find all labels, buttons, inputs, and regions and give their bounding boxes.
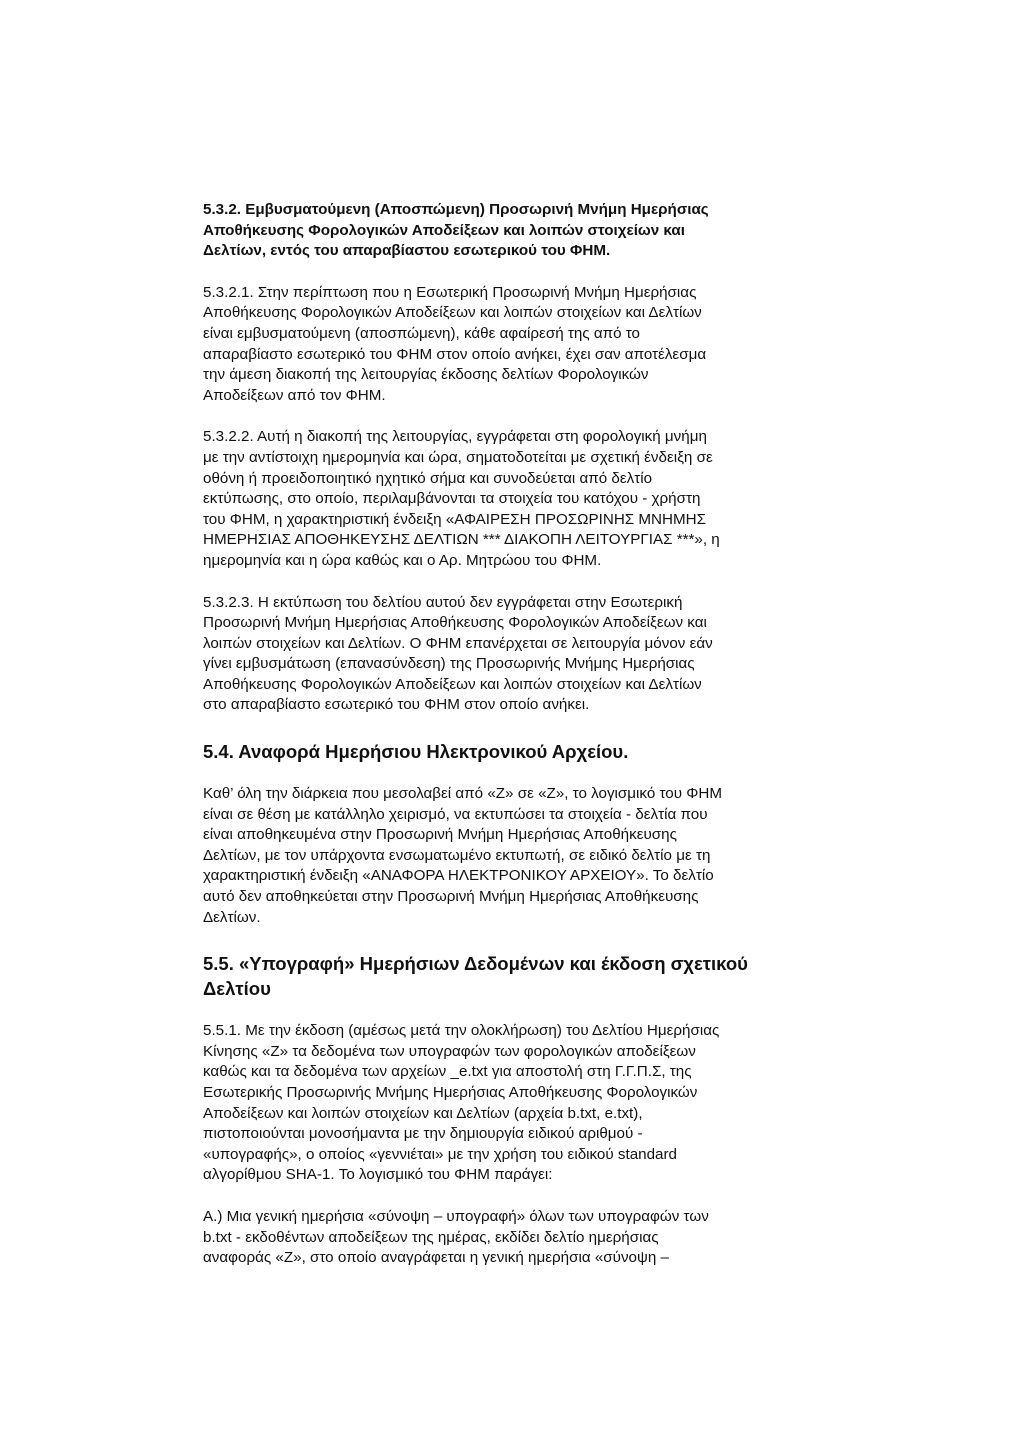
paragraph-5-3-2-3: 5.3.2.3. Η εκτύπωση του δελτίου αυτού δεν εγγράφεται στην Εσωτερική Προσωρινή Μνήμη Ημερήσιας Αποθήκευσης Φορολογικών Αποδείξεων και λοιπών στοιχείων και Δελτίων. Ο ΦΗΜ επανέρχεται σε λειτουργία μόνον εάν γίνει εμβυσμάτωση (επανασύνδεση) της Προσωρινής Μνήμης Ημερήσιας Αποθήκευσης Φορολογικών Αποδείξεων και λοιπών στοιχείων και Δελτίων στο απαραβίαστο εσωτερικό του ΦΗΜ στον οποίο ανήκει. bbox=[203, 593, 713, 714]
paragraph-5-4: Καθ’ όλη την διάρκεια που μεσολαβεί από «Ζ» σε «Ζ», το λογισμικό του ΦΗΜ είναι σε θέση με κατάλληλο χειρισμό, να εκτυπώσει τα στοιχεία - δελτία που είναι αποθηκευμένα στην Προσωρινή Μνήμη Ημερήσιας Αποθήκευσης Δελτίων, με τον υπάρχοντα ενσωματωμένο εκτυπωτή, σε ειδικό δελτίο με τη χαρακτηριστική ένδειξη «ΑΝΑΦΟΡΑ ΗΛΕΚΤΡΟΝΙΚΟΥ ΑΡΧΕΙΟΥ». Το δελτίο αυτό δεν αποθηκεύεται στην Προσωρινή Μνήμη Ημερήσιας Αποθήκευσης Δελτίων. bbox=[203, 785, 722, 926]
spacer bbox=[203, 716, 787, 739]
spacer bbox=[203, 1186, 787, 1207]
section-5-3-2-heading: 5.3.2. Εμβυσματούμενη (Αποσπώμενη) Προσωρινή Μνήμη Ημερήσιας Αποθήκευσης Φορολογικών Αποδείξεων και λοιπών στοιχείων και Δελτίων, εντός του απαραβίαστου εσωτερικού του ΦΗΜ. bbox=[203, 201, 709, 260]
spacer bbox=[203, 406, 787, 427]
paragraph-5-5-a: Α.) Μια γενική ημερήσια «σύνοψη – υπογραφή» όλων των υπογραφών των b.txt - εκδοθέντων αποδείξεων της ημέρας, εκδίδει δελτίο ημερήσιας αναφοράς «Ζ», στο οποίο αναγράφεται η γενική ημερήσια «σύνοψη – bbox=[203, 1207, 709, 1267]
document-page bbox=[203, 200, 787, 1269]
spacer bbox=[203, 764, 787, 784]
spacer bbox=[203, 1001, 787, 1021]
section-5-5-heading: 5.5. «Υπογραφή» Ημερήσιων Δεδομένων και έκδοση σχετικού Δελτίου bbox=[203, 953, 748, 1000]
paragraph-5-5-1: 5.5.1. Με την έκδοση (αμέσως μετά την ολοκλήρωση) του Δελτίου Ημερήσιας Κίνησης «Ζ» τα δεδομένα των υπογραφών των φορολογικών αποδείξεων καθώς και τα δεδομένα των αρχείων _e.txt για αποστολή στη Γ.Γ.Π.Σ, της Εσωτερικής Προσωρινής Μνήμης Ημερήσιας Αποθήκευσης Φορολογικών Αποδείξεων και λοιπών στοιχείων και Δελτίων (αρχεία b.txt, e.txt), πιστοποιούνται μονοσήμαντα με την δημιουργία ειδικού αριθμού - «υπογραφής», ο οποίος «γεννιέται» με την χρήση του ειδικού standard αλγορίθμου SHA-1. Το λογισμικό του ΦΗΜ παράγει: bbox=[203, 1022, 720, 1184]
paragraph-5-3-2-1: 5.3.2.1. Στην περίπτωση που η Εσωτερική Προσωρινή Μνήμη Ημερήσιας Αποθήκευσης Φορολογικών Αποδείξεων και λοιπών στοιχείων και Δελτίων είναι εμβυσματούμενη (αποσπώμενη), κάθε αφαίρεσή της από το απαραβίαστο εσωτερικό του ΦΗΜ στον οποίο ανήκει, έχει σαν αποτέλεσμα την άμεση διακοπή της λειτουργίας έκδοσης δελτίων Φορολογικών Αποδείξεων από τον ΦΗΜ. bbox=[203, 283, 707, 404]
spacer bbox=[203, 262, 787, 283]
section-5-4-heading: 5.4. Αναφορά Ημερήσιου Ηλεκτρονικού Αρχείου. bbox=[203, 741, 629, 763]
paragraph-5-3-2-2: 5.3.2.2. Αυτή η διακοπή της λειτουργίας, εγγράφεται στη φορολογική μνήμη με την αντίστοιχη ημερομηνία και ώρα, σηματοδοτείται με σχετική ένδειξη σε οθόνη ή προειδοποιητικό ηχητικό σήμα και συνοδεύεται από δελτίο εκτύπωσης, στο οποίο, περιλαμβάνονται τα στοιχεία του κατόχου - χρήστη του ΦΗΜ, η χαρακτηριστική ένδειξη «ΑΦΑΙΡΕΣΗ ΠΡΟΣΩΡΙΝΗΣ ΜΝΗΜΗΣ ΗΜΕΡΗΣΙΑΣ ΑΠΟΘΗΚΕΥΣΗΣ ΔΕΛΤΙΩΝ *** ΔΙΑΚΟΠΗ ΛΕΙΤΟΥΡΓΙΑΣ ***», η ημερομηνία και η ώρα καθώς και ο Αρ. Μητρώου του ΦΗΜ. bbox=[203, 428, 720, 569]
spacer bbox=[203, 928, 787, 951]
spacer bbox=[203, 572, 787, 593]
